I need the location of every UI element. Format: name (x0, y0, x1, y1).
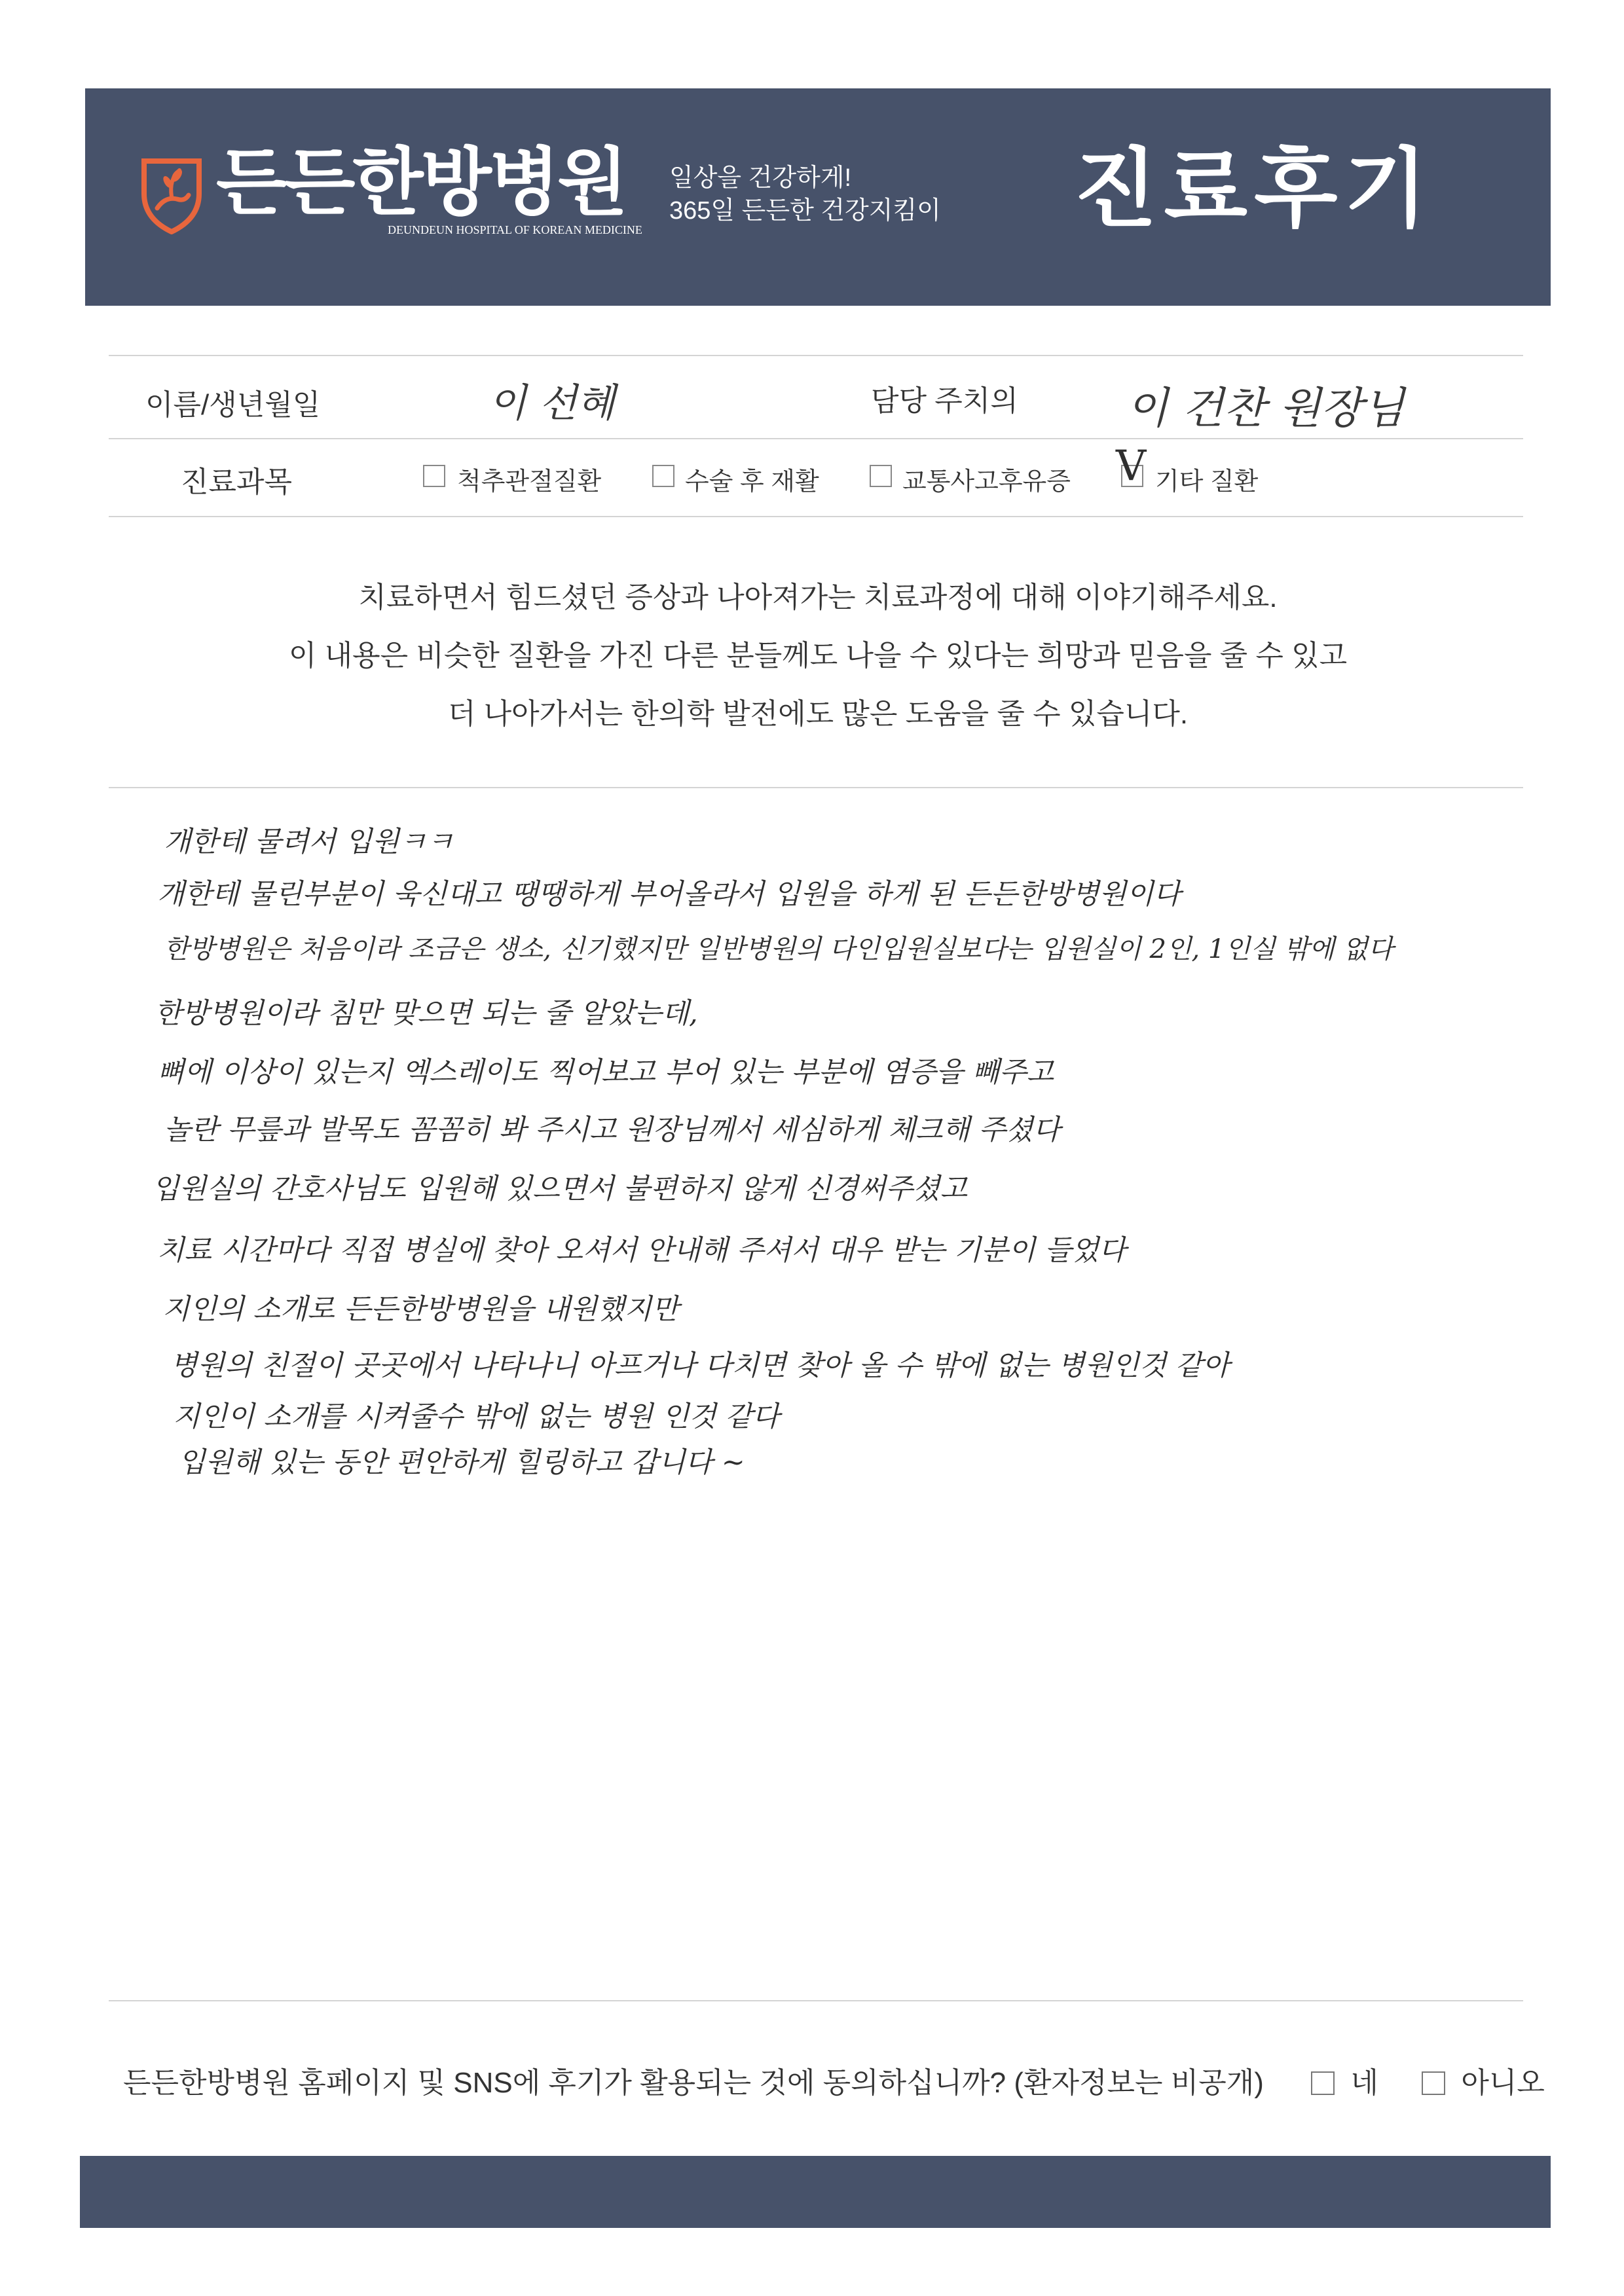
divider (109, 787, 1523, 788)
consent-row (123, 2059, 1545, 2101)
dept-label-other: 기타 질환 (1155, 468, 1259, 496)
header-band (85, 88, 1551, 306)
review-line: 뼈에 이상이 있는지 엑스레이도 찍어보고 부어 있는 부분에 염증을 빼주고 (157, 1056, 1054, 1089)
name-label: 이름/생년월일 (145, 389, 321, 421)
review-line: 개한테 물린부분이 욱신대고 땡땡하게 부어올라서 입원을 하게 된 든든한방병원이다 (157, 878, 1181, 911)
divider (109, 2000, 1523, 2001)
dept-checkbox-rehab[interactable] (652, 465, 674, 487)
slogan-line-2: 365일 든든한 건강지킴이 (669, 197, 941, 225)
consent-yes-checkbox[interactable] (1311, 2071, 1335, 2095)
shield-hand-leaf-icon (139, 156, 204, 234)
divider (109, 438, 1523, 439)
footer-band (80, 2156, 1551, 2228)
hospital-english-name: DEUNDEUN HOSPITAL OF KOREAN MEDICINE (388, 223, 642, 236)
review-line: 병원의 친절이 곳곳에서 나타나니 아프거나 다치면 찾아 올 수 밖에 없는 병원인것 같아 (170, 1349, 1230, 1382)
instruction-line: 이 내용은 비슷한 질환을 가진 다른 분들께도 나을 수 있다는 희망과 믿음을 줄 수 있고 (288, 640, 1348, 672)
review-line: 지인이 소개를 시켜줄수 밖에 없는 병원 인것 같다 (173, 1400, 780, 1433)
dept-label-rehab: 수술 후 재활 (685, 468, 819, 496)
review-line: 놀란 무릎과 발목도 꼼꼼히 봐 주시고 원장님께서 세심하게 체크해 주셨다 (164, 1114, 1061, 1146)
consent-yes-label: 네 (1350, 2067, 1378, 2099)
slogan-line-1: 일상을 건강하게! (669, 164, 852, 192)
review-line: 입원실의 간호사님도 입원해 있으면서 불편하지 않게 신경써주셨고 (152, 1173, 968, 1205)
dept-label-traffic: 교통사고후유증 (902, 468, 1071, 496)
checkmark-icon: V (1116, 442, 1147, 490)
dept-label-spine: 척추관절질환 (457, 468, 602, 496)
name-value[interactable]: 이 선혜 (489, 380, 615, 426)
review-line: 치료 시간마다 직접 병실에 찾아 오셔서 안내해 주셔서 대우 받는 기분이 들었다 (157, 1234, 1126, 1267)
review-line: 개한테 물려서 입원ㅋㅋ (164, 826, 454, 858)
instructions (85, 568, 1551, 743)
consent-no-checkbox[interactable] (1422, 2071, 1445, 2095)
dept-checkbox-spine[interactable] (423, 465, 445, 487)
divider (109, 355, 1523, 356)
slogan (669, 162, 941, 227)
review-line: 지인의 소개로 든든한방병원을 내원했지만 (162, 1293, 679, 1326)
review-line: 한방병원은 처음이라 조금은 생소, 신기했지만 일반병원의 다인입원실보다는 입원실이 2인, 1인실 밖에 없다 (164, 934, 1393, 964)
consent-no-label: 아니오 (1461, 2067, 1545, 2099)
consent-question: 든든한방병원 홈페이지 및 SNS에 후기가 활용되는 것에 동의하십니까? (환자정보는 비공개) (123, 2067, 1264, 2099)
doctor-label: 담당 주치의 (871, 385, 1018, 417)
page-title: 진료후기 (1074, 139, 1435, 240)
review-line: 한방병원이라 침만 맞으면 되는 줄 알았는데, (155, 997, 698, 1030)
instruction-line: 더 나아가서는 한의학 발전에도 많은 도움을 줄 수 있습니다. (447, 698, 1189, 730)
dept-checkbox-traffic[interactable] (870, 465, 892, 487)
department-label: 진료과목 (181, 466, 293, 498)
hospital-logo-text: 든든한방병원 (216, 140, 626, 225)
review-line: 입원해 있는 동안 편안하게 힐링하고 갑니다 ~ (178, 1446, 745, 1479)
instruction-line: 치료하면서 힘드셨던 증상과 나아져가는 치료과정에 대해 이야기해주세요. (358, 581, 1278, 613)
divider (109, 516, 1523, 517)
doctor-value[interactable]: 이 건찬 원장님 (1126, 383, 1405, 433)
